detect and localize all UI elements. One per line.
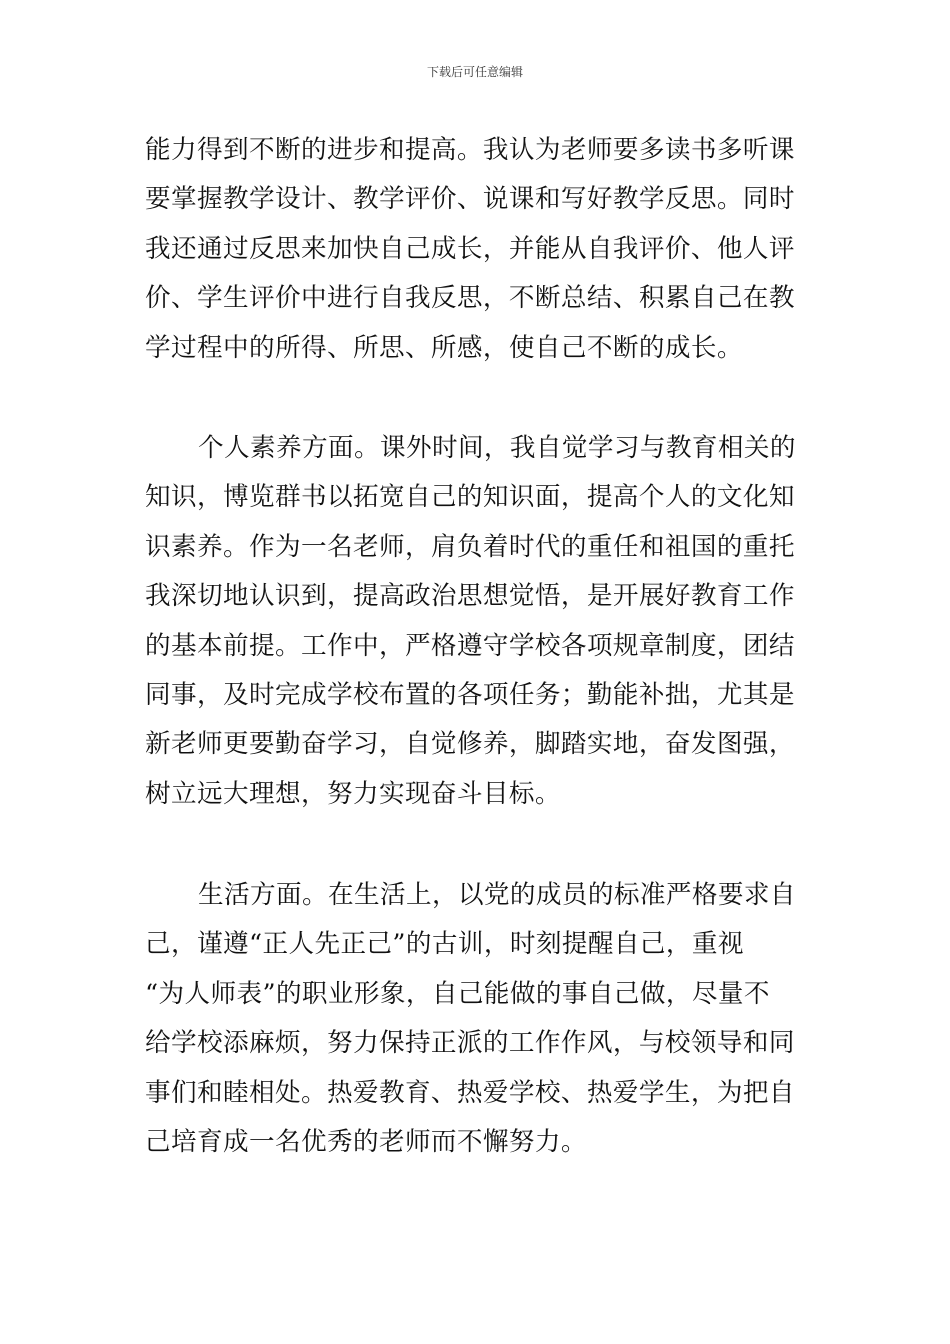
text-line: 我还通过反思来加快自己成长，并能从自我评价、他人评 <box>145 233 795 264</box>
paragraph-teaching-growth <box>145 126 825 373</box>
text-line: 同事，及时完成学校布置的各项任务；勤能补拙，尤其是 <box>145 679 795 710</box>
text-line: 识素养。作为一名老师，肩负着时代的重任和祖国的重托 <box>145 531 795 562</box>
text-line: “为人师表”的职业形象，自己能做的事自己做，尽量不 <box>145 978 770 1009</box>
text-line-first: 生活方面。在生活上，以党的成员的标准严格要求自 <box>198 880 796 910</box>
text-line: 知识，博览群书以拓宽自己的知识面，提高个人的文化知 <box>145 482 795 513</box>
text-line: 的基本前提。工作中，严格遵守学校各项规章制度，团结 <box>145 630 795 661</box>
text-line: 价、学生评价中进行自我反思，不断总结、积累自己在教 <box>145 283 795 314</box>
text-line: 己，谨遵“正人先正己”的古训，时刻提醒自己，重视 <box>145 929 744 960</box>
text-line: 给学校添麻烦，努力保持正派的工作作风，与校领导和同 <box>145 1028 795 1059</box>
text-line: 学过程中的所得、所思、所感，使自己不断的成长。 <box>145 332 743 363</box>
text-line: 要掌握教学设计、教学评价、说课和写好教学反思。同时 <box>145 184 795 215</box>
text-line: 树立远大理想，努力实现奋斗目标。 <box>145 778 561 809</box>
text-line: 我深切地认识到，提高政治思想觉悟，是开展好教育工作 <box>145 581 795 612</box>
text-line: 新老师更要勤奋学习，自觉修养，脚踏实地，奋发图强， <box>145 729 795 760</box>
paragraph-daily-life <box>145 871 825 1167</box>
paragraph-personal-cultivation <box>145 424 825 819</box>
page-header: 下载后可任意编辑 <box>426 65 523 79</box>
text-line: 己培育成一名优秀的老师而不懈努力。 <box>145 1126 587 1157</box>
text-line-first: 个人素养方面。课外时间，我自觉学习与教育相关的 <box>198 433 796 463</box>
text-line: 能力得到不断的进步和提高。我认为老师要多读书多听课 <box>145 135 795 165</box>
text-line: 事们和睦相处。热爱教育、热爱学校、热爱学生，为把自 <box>145 1077 795 1108</box>
